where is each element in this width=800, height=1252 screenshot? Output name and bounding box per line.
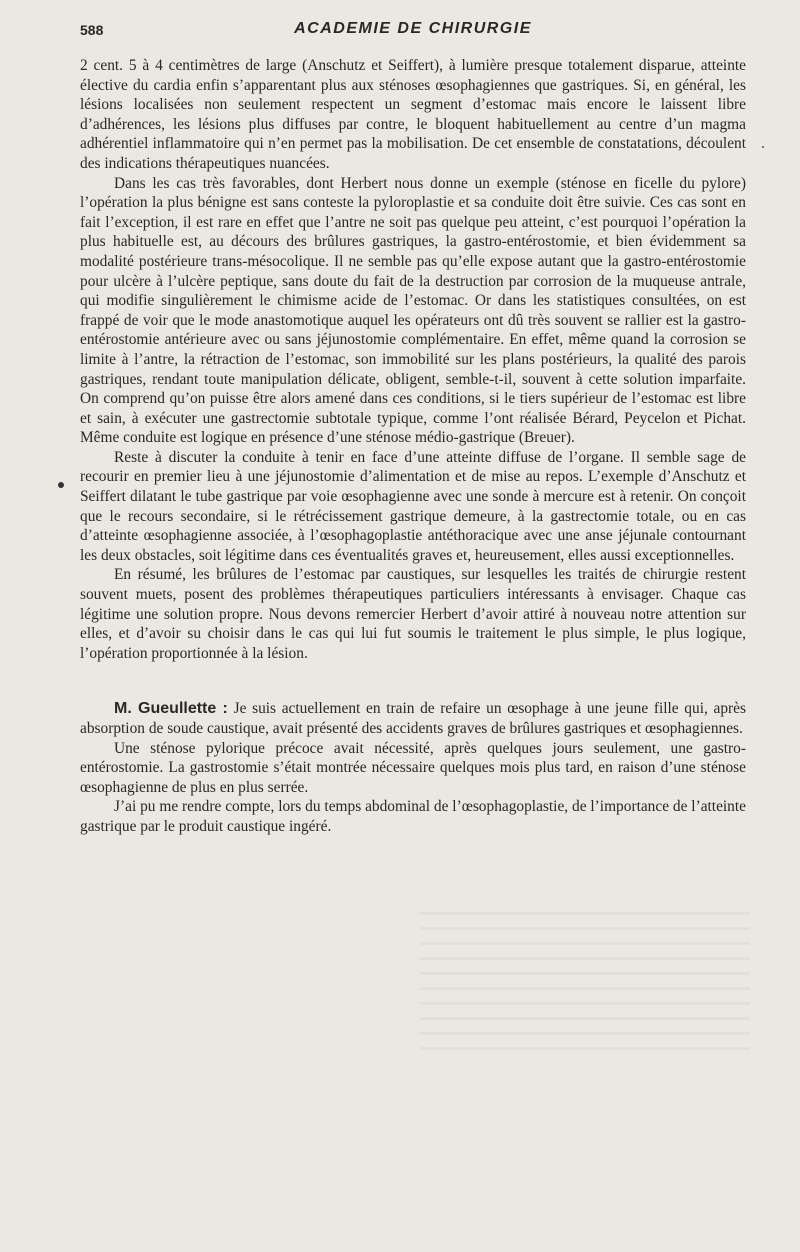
margin-mark bbox=[762, 146, 764, 148]
margin-bullet bbox=[58, 482, 64, 488]
show-through-texture bbox=[420, 900, 750, 1050]
page-header bbox=[80, 20, 746, 44]
discussion-paragraph bbox=[80, 699, 746, 738]
paragraph: Reste à discuter la conduite à tenir en face d’une atteinte diffuse de l’organe. Il semble sage de recourir en premier lieu à une jéjunostomie d’alimentation et de mise au repos. L’exemple d’Anschutz et Seiffert dilatant le tube gastrique par voie œsophagienne avec une sonde à mercure est à retenir. On conçoit que le recours secondaire, si le rétrécissement gastrique demeure, à la gastrectomie totale, ou en cas d’atteinte œsophagienne associée, à l’œsophagoplastie antéthoracique avec une anse jéjunale contournant les deux obstacles, soit légitime dans ces éventualités graves et, heureusement, elles aussi exceptionnelles. bbox=[80, 448, 746, 564]
speaker-name: M. Gueullette : bbox=[114, 700, 228, 718]
paragraph: 2 cent. 5 à 4 centimètres de large (Anschutz et Seiffert), à lumière presque totalement disparue, atteinte élective du cardia enfin s’apparentant plus aux sténoses œsophagiennes que gastriques. Si, en général, les lésions localisées non seulement respectent un segment d’estomac mais encore le laissent libre d’adhérences, les lésions plus diffuses par contre, le bloquent habituellement au centre d’un magma adhérentiel inflammatoire qui n’en permet pas la mobilisation. De cet ensemble de constatations, découlent des indications thérapeutiques nuancées. bbox=[80, 57, 746, 172]
paragraph: Dans les cas très favorables, dont Herbert nous donne un exemple (sténose en ficelle du pylore) l’opération la plus bénigne est sans conteste la pyloroplastie et sa conduite doit être suivie. Ces cas sont en fait l’exception, il est rare en effet que l’antre ne soit pas quelque peu atteint, c’est pourquoi l’opération la plus habituelle est, au décours des brûlures gastriques, la gastro-entérostomie, et bien évidemment sa modalité postérieure trans-mésocolique. Il ne semble pas qu’elle expose autant que la gastro-entérostomie pour ulcère à l’ulcère peptique, sans doute du fait de la destruction par corrosion de la muqueuse antrale, qui modifie singulièrement le chimisme acide de l’estomac. Or dans les statistiques consultées, on est frappé de voir que le mode anastomotique auquel les opérateurs ont dû très souvent se rallier est la gastro-entérostomie antérieure avec ou sans jéjunostomie complémentaire. En effet, même quand la corrosion se limite à l’antre, la rétraction de l’estomac, son immobilité sur les plans postérieurs, la qualité des parois gastriques, rendant toute manipulation délicate, obligent, semble-t-il, souvent à cette solution imparfaite. On comprend qu’on puisse être alors amené dans ces conditions, si le tiers supérieur de l’estomac est libre et sain, à exécuter une gastrectomie subtotale typique, comme l’ont réalisée Bérard, Peycelon et Pichat. Même conduite est logique en présence d’une sténose médio-gastrique (Breuer). bbox=[80, 174, 746, 447]
page-number: 588 bbox=[80, 22, 104, 38]
report-body bbox=[80, 56, 746, 837]
discussion-paragraph: J’ai pu me rendre compte, lors du temps abdominal de l’œsophagoplastie, de l’importance de l’atteinte gastrique par le produit caustique ingéré. bbox=[80, 798, 746, 835]
paragraph: En résumé, les brûlures de l’estomac par caustiques, sur lesquelles les traités de chirurgie restent souvent muets, posent des problèmes thérapeutiques particuliers intéressants à envisager. Chaque cas légitime une solution propre. Nous devons remercier Herbert d’avoir attiré à nouveau notre attention sur elles, et d’avoir su choisir dans le cas qui lui fut soumis le traitement le plus simple, le plus logique, l’opération proportionnée à la lésion. bbox=[80, 566, 746, 662]
discussion-paragraph: Une sténose pylorique précoce avait nécessité, après quelques jours seulement, une gastro-entérostomie. La gastrostomie s’était montrée nécessaire quelques mois plus tard, en raison d’une sténose œsophagienne de plus en plus serrée. bbox=[80, 739, 746, 796]
discussion-text: Je suis actuellement en train de refaire un œsophage à une jeune fille qui, après absorption de soude caustique, avait présenté des accidents graves de brûlures gastriques et œsophagiennes. bbox=[80, 700, 746, 737]
running-title: ACADEMIE DE CHIRURGIE bbox=[294, 20, 532, 37]
